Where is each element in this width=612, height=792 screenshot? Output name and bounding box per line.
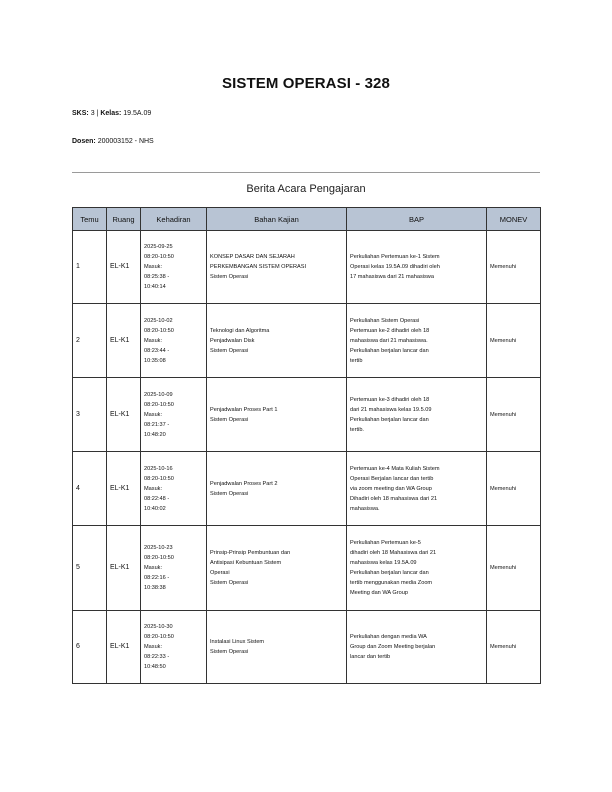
table-row [73, 526, 541, 611]
lecturer-meta [72, 138, 154, 145]
ruang-cell: EL-K1 [107, 452, 141, 526]
kehadiran-cell-line: 08:25:38 - [144, 274, 170, 280]
bahan-kajian-cell [207, 611, 347, 684]
bahan-kajian-cell-line: Sistem Operasi [210, 649, 249, 655]
bahan-kajian-cell-line: Sistem Operasi [210, 347, 249, 354]
col-header-temu: Temu [73, 208, 107, 231]
kehadiran-cell-line: 08:21:37 - [144, 421, 170, 428]
kehadiran-cell [141, 452, 207, 526]
temu-cell: 6 [73, 611, 107, 684]
kehadiran-cell-line: Masuk: [144, 411, 163, 418]
kehadiran-cell-line: 10:38:38 [144, 585, 166, 591]
bap-cell [347, 231, 487, 304]
kehadiran-cell-line: 2025-09-25 [144, 244, 173, 250]
bahan-kajian-cell [207, 378, 347, 452]
kehadiran-cell-line: Masuk: [144, 264, 163, 270]
kehadiran-cell-line: 2025-10-09 [144, 391, 173, 398]
bap-cell-line: Perkuliahan berjalan lancar dan [350, 570, 429, 576]
kehadiran-cell-line: 08:20-10:50 [144, 254, 174, 260]
kehadiran-cell-line: 08:22:48 - [144, 495, 170, 502]
temu-cell: 4 [73, 452, 107, 526]
kehadiran-cell-line: 10:40:02 [144, 505, 166, 512]
kehadiran-cell-line: 10:35:08 [144, 357, 166, 364]
kehadiran-cell-line: 08:20-10:50 [144, 401, 174, 408]
kehadiran-cell-line: 08:23:44 - [144, 347, 170, 354]
bahan-kajian-cell-line: Antisipasi Kebuntuan Sistem [210, 560, 282, 566]
kehadiran-cell-line: 08:20-10:50 [144, 555, 174, 561]
kelas-value: 19.5A.09 [123, 110, 152, 117]
course-meta [72, 110, 151, 117]
ruang-cell: EL-K1 [107, 378, 141, 452]
col-header-bahan-kajian: Bahan Kajian [207, 208, 347, 231]
bahan-kajian-cell [207, 231, 347, 304]
bahan-kajian-cell [207, 452, 347, 526]
col-header-monev: MONEV [487, 208, 541, 231]
monev-cell: Memenuhi [487, 526, 541, 611]
sks-label: SKS: [72, 110, 89, 117]
monev-cell: Memenuhi [487, 452, 541, 526]
bahan-kajian-cell-line: Operasi [210, 570, 230, 576]
bahan-kajian-cell [207, 304, 347, 378]
kehadiran-cell-line: 2025-10-16 [144, 465, 173, 472]
table-row [73, 304, 541, 378]
kehadiran-cell [141, 611, 207, 684]
bap-cell-line: Perkuliahan Pertemuan ke-1 Sistem [350, 254, 440, 260]
bahan-kajian-cell-line: Penjadwalan Proses Part 1 [210, 406, 278, 413]
bap-cell-line: Perkuliahan berjalan lancar dan [350, 416, 429, 423]
monev-cell: Memenuhi [487, 378, 541, 452]
kehadiran-cell [141, 378, 207, 452]
kehadiran-cell-line: 10:48:20 [144, 431, 166, 438]
dosen-label: Dosen: [72, 138, 96, 145]
bap-cell-line: Operasi kelas 19.5A.09 dihadiri oleh [350, 264, 440, 270]
kelas-label: Kelas: [100, 110, 122, 117]
temu-cell: 5 [73, 526, 107, 611]
kehadiran-cell [141, 526, 207, 611]
kehadiran-cell-line: 08:20-10:50 [144, 634, 174, 640]
bahan-kajian-cell-line: Prinsip-Prinsip Pembuntuan dan [210, 550, 291, 556]
bap-cell-line: lancar dan tertib [350, 654, 391, 660]
bap-cell [347, 452, 487, 526]
kehadiran-cell-line: 10:48:50 [144, 664, 166, 670]
kehadiran-cell [141, 304, 207, 378]
bap-cell-line: Operasi Berjalan lancar dan tertib [350, 475, 434, 482]
bap-cell-line: Pertemuan ke-4 Mata Kuliah Sistem [350, 465, 440, 472]
bap-cell-line: tertib. [350, 426, 364, 433]
bap-cell-line: Perkuliahan berjalan lancar dan [350, 347, 429, 354]
col-header-ruang: Ruang [107, 208, 141, 231]
bap-cell-line: mahasiswa dari 21 mahasiswa. [350, 337, 428, 344]
page-title: SISTEM OPERASI - 328 [222, 75, 390, 92]
kehadiran-cell-line: 08:22:33 - [144, 654, 170, 660]
col-header-kehadiran: Kehadiran [141, 208, 207, 231]
table-row [73, 452, 541, 526]
kehadiran-cell-line: 08:20-10:50 [144, 327, 174, 334]
section-title: Berita Acara Pengajaran [246, 183, 366, 195]
kehadiran-cell-line: Masuk: [144, 337, 163, 344]
bap-cell-line: tertib menggunakan media Zoom [350, 580, 433, 586]
kehadiran-cell-line: 2025-10-23 [144, 545, 173, 551]
dosen-value: 200003152 - NHS [97, 138, 154, 145]
temu-cell: 3 [73, 378, 107, 452]
kehadiran-cell-line: Masuk: [144, 485, 163, 492]
kehadiran-cell-line: 2025-10-02 [144, 317, 173, 324]
bap-cell [347, 611, 487, 684]
monev-cell: Memenuhi [487, 231, 541, 304]
bap-cell-line: Perkuliahan Pertemuan ke-5 [350, 540, 421, 546]
bap-cell-line: Group dan Zoom Meeting berjalan [350, 644, 436, 650]
table-header-row [73, 208, 541, 231]
bahan-kajian-cell-line: KONSEP DASAR DAN SEJARAH [210, 254, 295, 260]
kehadiran-cell [141, 231, 207, 304]
bahan-kajian-cell-line: Teknologi dan Algoritma [210, 327, 270, 334]
bahan-kajian-cell-line: Penjadwalan Proses Part 2 [210, 480, 278, 487]
bahan-kajian-cell-line: Sistem Operasi [210, 274, 249, 280]
bap-cell-line: Meeting dan WA Group [350, 590, 408, 596]
monev-cell: Memenuhi [487, 611, 541, 684]
bap-table [72, 207, 541, 684]
bap-cell-line: dihadiri oleh 18 Mahasiswa dari 21 [350, 550, 437, 556]
bap-cell [347, 304, 487, 378]
bap-cell-line: Dihadiri oleh 18 mahasiswa dari 21 [350, 495, 438, 502]
bap-cell-line: mahasiswa kelas 19.5A.09 [350, 560, 417, 566]
bahan-kajian-cell-line: PERKEMBANGAN SISTEM OPERASI [210, 264, 307, 270]
bap-cell-line: dari 21 mahasiswa kelas 19.5.09 [350, 406, 432, 413]
bap-cell-line: Pertemuan ke-2 dihadiri oleh 18 [350, 327, 430, 334]
monev-cell: Memenuhi [487, 304, 541, 378]
table-row [73, 231, 541, 304]
kehadiran-cell-line: 08:22:16 - [144, 575, 170, 581]
bap-cell-line: Pertemuan ke-3 dihadiri oleh 18 [350, 396, 430, 403]
bahan-kajian-cell [207, 526, 347, 611]
bap-cell-line: Perkuliahan Sistem Operasi [350, 317, 420, 324]
bahan-kajian-cell-line: Sistem Operasi [210, 416, 249, 423]
temu-cell: 2 [73, 304, 107, 378]
sks-value: 3 [90, 110, 95, 117]
kehadiran-cell-line: 08:20-10:50 [144, 475, 174, 482]
kehadiran-cell-line: 2025-10-30 [144, 624, 173, 630]
ruang-cell: EL-K1 [107, 611, 141, 684]
bap-cell-line: mahasiswa. [350, 505, 380, 512]
bahan-kajian-cell-line: Sistem Operasi [210, 490, 249, 497]
temu-cell: 1 [73, 231, 107, 304]
bap-cell-line: via zoom meeting dan WA Group [350, 485, 432, 492]
meta-separator: | [94, 110, 101, 117]
divider [72, 172, 540, 173]
bap-cell [347, 526, 487, 611]
bahan-kajian-cell-line: Instalasi Linux Sistem [210, 639, 265, 645]
ruang-cell: EL-K1 [107, 526, 141, 611]
kehadiran-cell-line: Masuk: [144, 644, 163, 650]
kehadiran-cell-line: 10:40:14 [144, 284, 166, 290]
ruang-cell: EL-K1 [107, 231, 141, 304]
bap-cell-line: tertib [350, 357, 363, 364]
table-row [73, 378, 541, 452]
bap-cell-line: Perkuliahan dengan media WA [350, 634, 427, 640]
bahan-kajian-cell-line: Sistem Operasi [210, 580, 249, 586]
bap-cell [347, 378, 487, 452]
bahan-kajian-cell-line: Penjadwalan Disk [210, 337, 255, 344]
col-header-bap: BAP [347, 208, 487, 231]
ruang-cell: EL-K1 [107, 304, 141, 378]
table-row [73, 611, 541, 684]
bap-cell-line: 17 mahasiswa dari 21 mahasiswa [350, 274, 434, 280]
kehadiran-cell-line: Masuk: [144, 565, 163, 571]
